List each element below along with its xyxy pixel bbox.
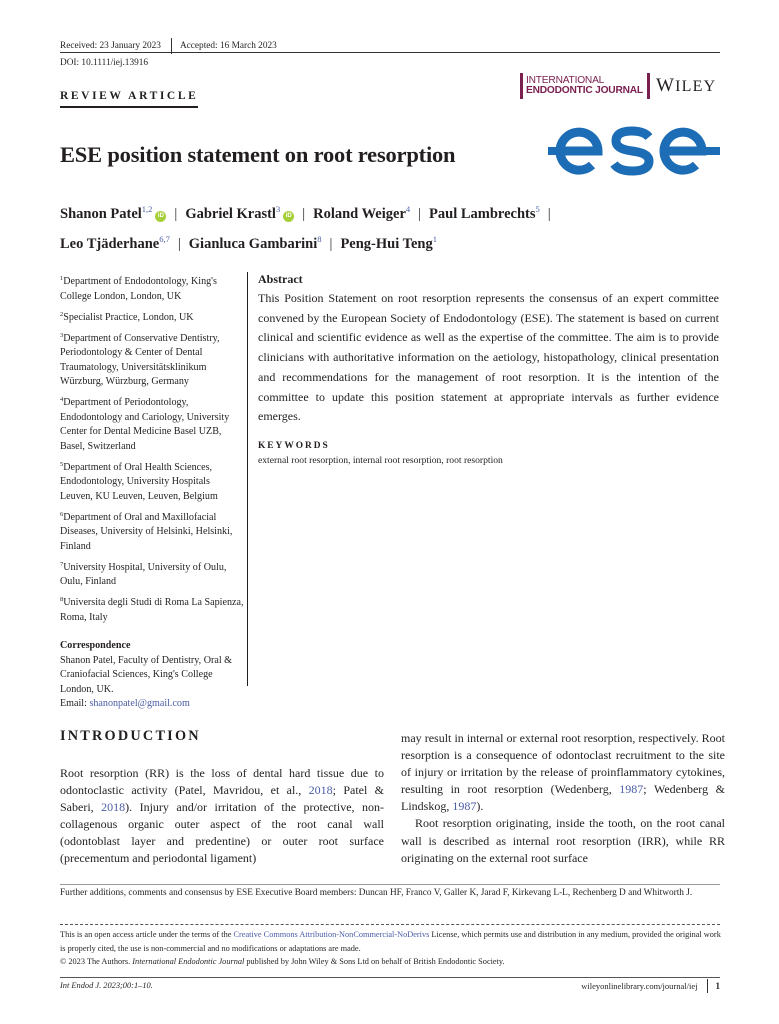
affiliation-number: 7 bbox=[60, 560, 64, 568]
affiliation-ref[interactable]: 8 bbox=[317, 234, 322, 244]
page-footer-right bbox=[581, 979, 720, 993]
affiliation bbox=[60, 329, 244, 390]
email-label: Email: bbox=[60, 698, 90, 709]
affiliation-number: 1 bbox=[60, 275, 64, 282]
divider bbox=[60, 106, 198, 108]
affiliation-text: Department of Conservative Dentistry, Periodontology & Center of Dental Traumatology, Universitätsklinikum Würzburg, Würzburg, Germany bbox=[60, 332, 220, 387]
affiliation-ref[interactable]: 6,7 bbox=[159, 234, 170, 244]
doi: DOI: 10.1111/iej.13916 bbox=[60, 58, 149, 68]
affiliation-ref[interactable]: 5 bbox=[535, 204, 540, 214]
article-type: REVIEW ARTICLE bbox=[60, 90, 199, 102]
author bbox=[60, 236, 170, 252]
citation-footer bbox=[60, 981, 153, 990]
journal-name-line1: INTERNATIONAL bbox=[526, 75, 605, 86]
body-column-left bbox=[60, 765, 384, 868]
license-text-part: License, which permits use and distribution in any medium, provided the original work is properly cited, the use is non-commercial and no modifications or adaptations are made. bbox=[60, 930, 721, 953]
ese-society-logo bbox=[548, 120, 720, 182]
dashed-divider bbox=[60, 924, 720, 925]
citation-link[interactable]: 2018 bbox=[308, 783, 333, 798]
body-text: ; Patel & Saberi, bbox=[60, 783, 384, 815]
email-link[interactable]: shanonpatel@gmail.com bbox=[89, 698, 190, 709]
section-heading-introduction: INTRODUCTION bbox=[60, 728, 201, 744]
paragraph bbox=[401, 730, 725, 815]
journal-logo bbox=[520, 73, 716, 99]
author-name: Paul Lambrechts bbox=[429, 206, 536, 222]
paragraph bbox=[60, 765, 384, 868]
logo-bar bbox=[520, 73, 523, 99]
affiliation-text: Department of Periodontology, Endodontology and Cariology, University Center for Dental Medicine Basel UZB, Basel, Switzerland bbox=[60, 397, 230, 452]
body-text: ). Injury and/or irritation of the protective, non-collagenous organic outer aspect of the root canal wall (odontoblast layer and predentine) or outer root surface (precementum and periodontal ligament) bbox=[60, 800, 384, 866]
affiliation-number: 4 bbox=[60, 396, 64, 403]
author-name: Gabriel Krastl bbox=[185, 206, 276, 222]
copyright-text: © 2023 The Authors. bbox=[60, 957, 133, 966]
article-title: ESE position statement on root resorption bbox=[60, 142, 456, 167]
affiliation bbox=[60, 308, 244, 326]
keywords-heading: KEYWORDS bbox=[258, 440, 330, 451]
author-name: Roland Weiger bbox=[313, 206, 406, 222]
separator: | bbox=[547, 206, 551, 222]
affiliation-ref[interactable]: 1 bbox=[432, 234, 437, 244]
affiliation-number: 5 bbox=[60, 460, 64, 468]
license-text-part: This is an open access article under the terms of the bbox=[60, 930, 234, 939]
author-list bbox=[60, 197, 720, 257]
divider bbox=[60, 884, 720, 885]
author bbox=[185, 206, 294, 222]
body-text: ). bbox=[476, 799, 484, 814]
logo-bar bbox=[647, 73, 650, 99]
divider bbox=[60, 52, 720, 53]
journal-name-line2: ENDODONTIC JOURNAL bbox=[526, 85, 643, 96]
correspondence-heading: Correspondence bbox=[60, 640, 131, 651]
affiliation-ref[interactable]: 1,2 bbox=[141, 204, 153, 214]
keywords-text: external root resorption, internal root resorption, root resorption bbox=[258, 454, 503, 466]
publisher-initial: W bbox=[655, 75, 676, 96]
affiliation bbox=[60, 272, 244, 304]
citation-link[interactable]: 2018 bbox=[101, 800, 126, 815]
author bbox=[340, 236, 437, 252]
citation-link[interactable]: 1987 bbox=[619, 782, 644, 797]
license-link[interactable]: Creative Commons Attribution-NonCommercial-NoDerivs bbox=[233, 930, 430, 939]
journal-name-italic: International Endodontic Journal bbox=[132, 957, 245, 966]
separator: | bbox=[174, 206, 178, 222]
affiliation bbox=[60, 393, 244, 454]
author bbox=[429, 206, 540, 222]
orcid-icon[interactable]: iD bbox=[155, 211, 166, 222]
copyright-text: published by John Wiley & Sons Ltd on behalf of British Endodontic Society. bbox=[244, 957, 505, 966]
affiliation bbox=[60, 558, 244, 590]
separator: | bbox=[302, 206, 306, 222]
author-name: Peng-Hui Teng bbox=[340, 236, 433, 252]
accepted-date: Accepted: 16 March 2023 bbox=[179, 41, 277, 51]
author-name: Leo Tjäderhane bbox=[60, 236, 160, 252]
affiliation bbox=[60, 593, 244, 625]
copyright bbox=[60, 955, 722, 969]
affiliation-text: Specialist Practice, London, UK bbox=[63, 311, 194, 323]
body-column-right bbox=[401, 730, 725, 867]
abstract-heading: Abstract bbox=[258, 272, 303, 286]
affiliation-number: 2 bbox=[60, 310, 64, 318]
journal-citation: Int Endod J. 2023;00:1–10. bbox=[60, 981, 153, 990]
body-text: Root resorption (RR) is the loss of dental hard tissue due to odontoclastic activity (Patel, Mavridou, et al., bbox=[60, 766, 384, 798]
separator: | bbox=[418, 206, 422, 222]
affiliation bbox=[60, 508, 244, 555]
correspondence-email-line bbox=[60, 697, 244, 712]
orcid-icon[interactable]: iD bbox=[283, 211, 294, 222]
body-text: ; Wedenberg & Lindskog, bbox=[401, 782, 725, 814]
affiliations bbox=[60, 272, 244, 712]
license-notice bbox=[60, 928, 722, 969]
journal-url[interactable]: wileyonlinelibrary.com/journal/iej bbox=[581, 981, 698, 991]
affiliation bbox=[60, 458, 244, 505]
separator: | bbox=[177, 236, 181, 252]
page-number: 1 bbox=[715, 981, 720, 991]
publisher-rest: ILEY bbox=[675, 78, 717, 95]
publisher-logo bbox=[656, 75, 716, 97]
author bbox=[313, 206, 410, 222]
affiliation-number: 8 bbox=[60, 596, 64, 603]
divider bbox=[60, 977, 720, 978]
affiliation-text: University Hospital, University of Oulu, Oulu, Finland bbox=[60, 561, 227, 587]
author bbox=[60, 206, 166, 222]
license-text bbox=[60, 928, 722, 955]
affiliation-ref[interactable]: 3 bbox=[275, 204, 281, 214]
affiliation-text: Department of Endodontology, King's College London, London, UK bbox=[60, 276, 217, 302]
affiliation-number: 3 bbox=[60, 331, 64, 339]
author bbox=[189, 236, 322, 252]
affiliation-number: 6 bbox=[60, 510, 64, 518]
separator: | bbox=[329, 236, 333, 252]
body-text: may result in internal or external root resorption, respectively. Root resorption is a consequence of odontoclast recruitment to the site of injury or irritation by the release of proinflammatory cytokines, resulting in root resorption (Wedenberg, bbox=[401, 731, 725, 797]
author-name: Gianluca Gambarini bbox=[188, 236, 318, 252]
author-name: Shanon Patel bbox=[60, 206, 142, 222]
column-divider bbox=[247, 272, 248, 686]
abstract-section bbox=[258, 272, 719, 466]
affiliation-ref[interactable]: 4 bbox=[405, 204, 411, 214]
journal-name bbox=[526, 76, 643, 96]
paragraph: Root resorption originating, inside the tooth, on the root canal wall is described as internal root resorption (IRR), while RR originating on the external root surface bbox=[401, 816, 725, 865]
affiliation-text: Department of Oral Health Sciences, Endodontology, University Hospitals Leuven, KU Leuven, Leuven, Belgium bbox=[60, 461, 218, 502]
affiliation-text: Department of Oral and Maxillofacial Diseases, University of Helsinki, Helsinki, Finland bbox=[60, 511, 233, 552]
received-date: Received: 23 January 2023 bbox=[60, 41, 161, 51]
divider bbox=[707, 979, 708, 993]
abstract-text: This Position Statement on root resorption represents the consensus of an expert committee convened by the European Society of Endodontology (ESE). The statement is based on current clinical and scientific evidence as well as the expertise of the committee. The aim is to provide clinicians with authoritative information on the aetiology, histopathology, clinical presentation and recommendations for the management of root resorption. It is the intention of the committee to update this position statement at appropriate intervals as further evidence emerges. bbox=[258, 291, 719, 424]
citation-link[interactable]: 1987 bbox=[452, 799, 477, 814]
footnote: Further additions, comments and consensus by ESE Executive Board members: Duncan HF, Franco V, Galler K, Jarad F, Kirkevang L-L, Rechenberg D and Whitworth J. bbox=[60, 888, 693, 898]
affiliation-text: Universita degli Studi di Roma La Sapienza, Roma, Italy bbox=[60, 597, 244, 623]
correspondence-text: Shanon Patel, Faculty of Dentistry, Oral & Craniofacial Sciences, King's College London, UK. bbox=[60, 654, 233, 695]
